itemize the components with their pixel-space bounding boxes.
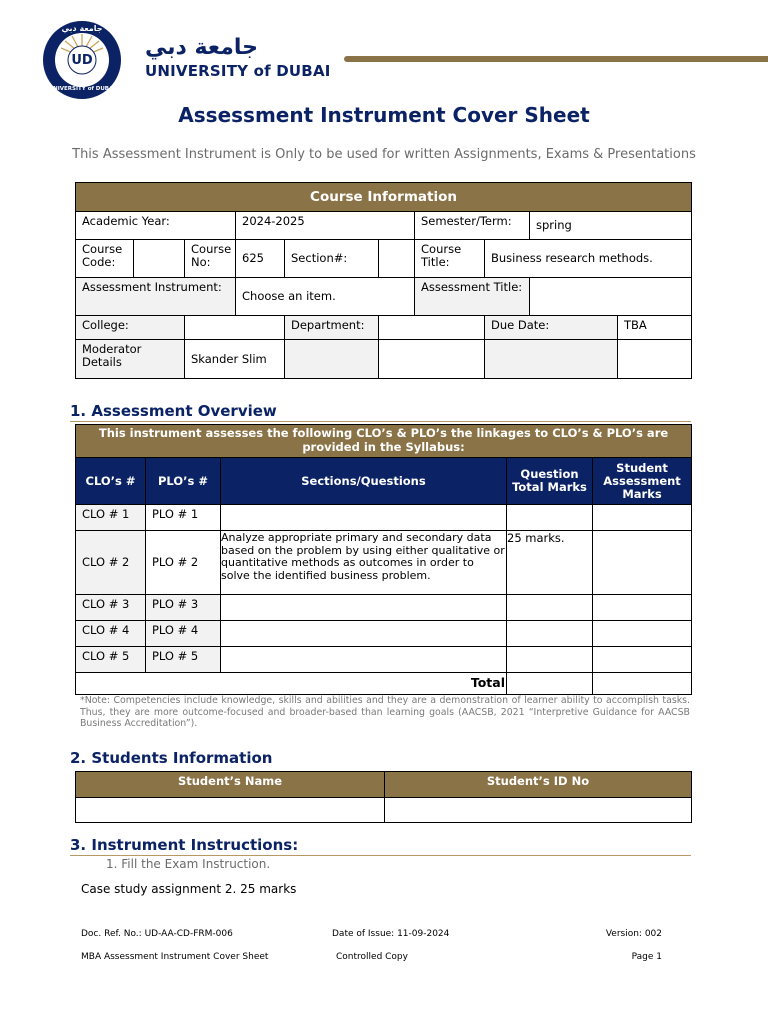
moderator-extra-cell — [618, 340, 692, 379]
course-no-label: Course No: — [185, 240, 236, 278]
page-title: Assessment Instrument Cover Sheet — [178, 103, 590, 127]
footer-page-number: Page 1 — [631, 952, 662, 962]
section-value[interactable] — [379, 240, 415, 278]
plo-cell: PLO # 5 — [146, 647, 221, 673]
table-row — [76, 505, 692, 531]
header-divider-bar — [344, 56, 768, 62]
university-english-name: UNIVERSITY of DUBAI — [145, 62, 331, 80]
section-heading-students-information: 2. Students Information — [70, 749, 273, 767]
course-info-header: Course Information — [76, 183, 692, 212]
section-label: Section#: — [285, 240, 379, 278]
competencies-note: *Note: Competencies include knowledge, skills and abilities and they are a demonstration of learner ability to accomplish tasks. Thus, they are more outcome-focused and broader-based than learning goals (AACSB, 2021 “Interpretive Guidance for AACSB Business Accreditation”). — [80, 695, 690, 729]
university-seal-logo — [42, 20, 122, 100]
moderator-label: Moderator Details — [76, 340, 185, 379]
section-cell[interactable] — [221, 647, 507, 673]
table-row — [76, 647, 692, 673]
clo-cell: CLO # 1 — [76, 505, 146, 531]
marks-cell[interactable]: 25 marks. — [507, 531, 593, 595]
column-header-plo: PLO’s # — [146, 458, 221, 505]
seal-bottom-text: UNIVERSITY of DUBAI — [48, 86, 116, 92]
footer-controlled-copy: Controlled Copy — [336, 952, 408, 962]
plo-cell: PLO # 1 — [146, 505, 221, 531]
footer-doc-ref: Doc. Ref. No.: UD-AA-CD-FRM-006 — [81, 929, 233, 939]
moderator-extra-cell — [485, 340, 618, 379]
marks-cell[interactable] — [507, 505, 593, 531]
column-header-student-marks: Student Assessment Marks — [593, 458, 692, 505]
course-title-value[interactable]: Business research methods. — [485, 240, 692, 278]
assessment-instrument-dropdown[interactable]: Choose an item. — [236, 278, 415, 316]
academic-year-value[interactable]: 2024-2025 — [236, 212, 415, 240]
student-name-header: Student’s Name — [76, 772, 385, 798]
section-cell[interactable] — [221, 595, 507, 621]
department-value[interactable] — [379, 316, 485, 340]
table-row — [76, 531, 692, 595]
course-code-value[interactable] — [134, 240, 185, 278]
students-information-table — [75, 771, 692, 823]
college-value[interactable] — [185, 316, 285, 340]
clo-cell: CLO # 5 — [76, 647, 146, 673]
overview-banner: This instrument assesses the following CLO’s & PLO’s the linkages to CLO’s & PLO’s are provided in the Syllabus: — [76, 425, 692, 458]
college-label: College: — [76, 316, 185, 340]
instruction-item: 1. Fill the Exam Instruction. — [106, 857, 271, 871]
table-row — [76, 621, 692, 647]
total-student-marks-cell[interactable] — [593, 673, 692, 695]
total-marks-cell[interactable] — [507, 673, 593, 695]
assessment-overview-table — [75, 424, 692, 695]
clo-cell: CLO # 2 — [76, 531, 146, 595]
moderator-value[interactable]: Skander Slim — [185, 340, 285, 379]
section-divider — [70, 421, 691, 422]
student-marks-cell[interactable] — [593, 505, 692, 531]
footer-version: Version: 002 — [605, 929, 662, 939]
assessment-instrument-label: Assessment Instrument: — [76, 278, 236, 316]
course-no-value[interactable]: 625 — [236, 240, 285, 278]
section-heading-instrument-instructions: 3. Instrument Instructions: — [70, 836, 299, 854]
marks-cell[interactable] — [507, 621, 593, 647]
student-marks-cell[interactable] — [593, 647, 692, 673]
instruction-text[interactable]: Case study assignment 2. 25 marks — [81, 882, 297, 896]
student-id-field[interactable] — [385, 798, 692, 823]
table-row — [76, 595, 692, 621]
due-date-value[interactable]: TBA — [618, 316, 692, 340]
page-subtitle: This Assessment Instrument is Only to be used for written Assignments, Exams & Presentations — [72, 147, 696, 162]
section-divider — [70, 855, 691, 856]
course-title-label: Course Title: — [415, 240, 485, 278]
university-arabic-name: جامعة دبي — [145, 35, 258, 60]
clo-cell: CLO # 4 — [76, 621, 146, 647]
section-heading-assessment-overview: 1. Assessment Overview — [70, 402, 277, 420]
plo-cell: PLO # 4 — [146, 621, 221, 647]
plo-cell: PLO # 2 — [146, 531, 221, 595]
moderator-extra-cell — [285, 340, 379, 379]
course-information-table — [75, 182, 692, 379]
clo-cell: CLO # 3 — [76, 595, 146, 621]
student-marks-cell[interactable] — [593, 595, 692, 621]
course-code-label: Course Code: — [76, 240, 134, 278]
assessment-title-value[interactable] — [530, 278, 692, 316]
footer-form-name: MBA Assessment Instrument Cover Sheet — [81, 952, 269, 962]
student-marks-cell[interactable] — [593, 621, 692, 647]
semester-value[interactable]: spring — [530, 212, 692, 240]
footer-date-of-issue: Date of Issue: 11-09-2024 — [332, 929, 450, 939]
plo-cell: PLO # 3 — [146, 595, 221, 621]
section-cell[interactable]: Analyze appropriate primary and secondary data based on the problem by using either qualitative or quantitative methods as outcomes in order to solve the identified business problem. — [221, 531, 507, 595]
student-name-field[interactable] — [76, 798, 385, 823]
column-header-question-marks: Question Total Marks — [507, 458, 593, 505]
due-date-label: Due Date: — [485, 316, 618, 340]
section-cell[interactable] — [221, 505, 507, 531]
total-label: Total — [76, 673, 507, 695]
moderator-extra-cell — [379, 340, 485, 379]
seal-center-text: UD — [71, 53, 93, 68]
marks-cell[interactable] — [507, 595, 593, 621]
seal-top-text: جامعة دبي — [61, 24, 103, 33]
department-label: Department: — [285, 316, 379, 340]
marks-cell[interactable] — [507, 647, 593, 673]
section-cell[interactable] — [221, 621, 507, 647]
student-id-header: Student’s ID No — [385, 772, 692, 798]
assessment-title-label: Assessment Title: — [415, 278, 530, 316]
column-header-clo: CLO’s # — [76, 458, 146, 505]
column-header-sections: Sections/Questions — [221, 458, 507, 505]
semester-label: Semester/Term: — [415, 212, 530, 240]
academic-year-label: Academic Year: — [76, 212, 236, 240]
student-marks-cell[interactable] — [593, 531, 692, 595]
